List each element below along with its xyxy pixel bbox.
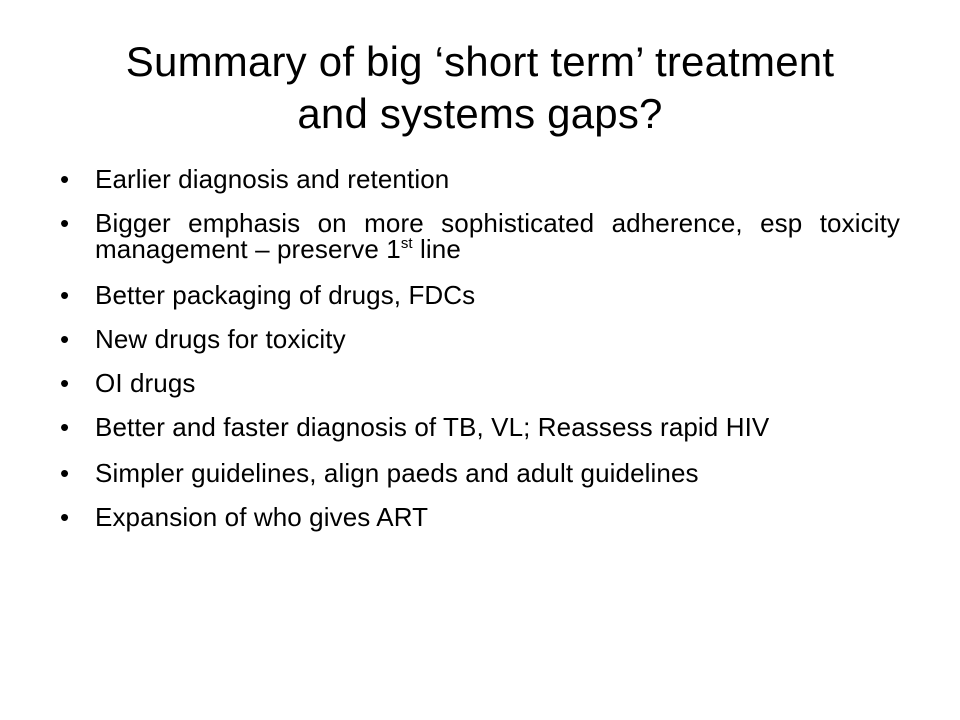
bullet-text: OI drugs (95, 368, 196, 398)
bullet-icon: • (60, 502, 70, 532)
bullet-item-earlier-diagnosis (60, 166, 900, 192)
bullet-list (60, 166, 900, 548)
bullet-icon: • (60, 280, 70, 310)
bullet-item-adherence (60, 210, 900, 262)
title-line-1: Summary of big ‘short term’ treatment (125, 38, 835, 85)
bullet-item-packaging (60, 282, 900, 308)
bullet-text-after: line (412, 234, 461, 264)
bullet-item-guidelines (60, 460, 900, 486)
ordinal-superscript: st (400, 235, 413, 252)
bullet-text: Better and faster diagnosis of TB, VL; Reassess rapid HIV (95, 412, 770, 442)
bullet-icon: • (60, 368, 70, 398)
bullet-text: Earlier diagnosis and retention (95, 164, 450, 194)
bullet-text-main: Bigger emphasis on more sophisticated adherence, esp toxicity management – preserve 1 (95, 208, 900, 264)
bullet-icon: • (60, 458, 70, 488)
bullet-item-diagnosis-tb-vl (60, 414, 900, 440)
bullet-text: Expansion of who gives ART (95, 502, 429, 532)
bullet-item-expansion-art (60, 504, 900, 530)
bullet-icon: • (60, 412, 70, 442)
bullet-icon: • (60, 324, 70, 354)
bullet-text: New drugs for toxicity (95, 324, 346, 354)
bullet-item-oi-drugs (60, 370, 900, 396)
bullet-text: Better packaging of drugs, FDCs (95, 280, 476, 310)
slide-title (48, 36, 912, 140)
bullet-icon: • (60, 208, 70, 238)
bullet-text (95, 210, 900, 262)
bullet-text: Simpler guidelines, align paeds and adult guidelines (95, 458, 699, 488)
bullet-item-new-drugs (60, 326, 900, 352)
title-line-2: and systems gaps? (297, 90, 663, 137)
bullet-icon: • (60, 164, 70, 194)
